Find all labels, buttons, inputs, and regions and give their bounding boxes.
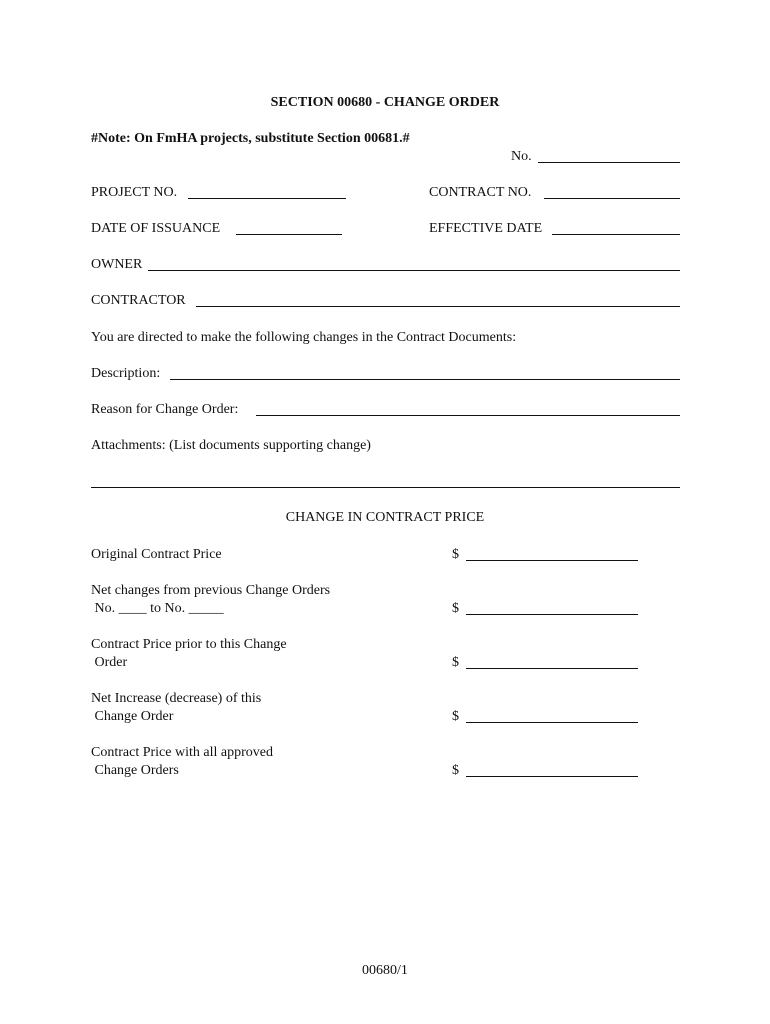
attachments-field-line[interactable]	[91, 487, 680, 488]
prior-price-field-line[interactable]	[466, 668, 638, 669]
net-changes-field-line[interactable]	[466, 614, 638, 615]
attachments-label: Attachments: (List documents supporting change)	[91, 438, 371, 453]
price-section-heading: CHANGE IN CONTRACT PRICE	[285, 510, 485, 525]
page-title: SECTION 00680 - CHANGE ORDER	[270, 95, 500, 110]
reason-label: Reason for Change Order:	[91, 402, 239, 417]
currency-symbol: $	[452, 763, 459, 778]
project-no-field-line[interactable]	[188, 198, 346, 199]
date-of-issuance-field-line[interactable]	[236, 234, 342, 235]
currency-symbol: $	[452, 547, 459, 562]
directive-text: You are directed to make the following changes in the Contract Documents:	[91, 330, 517, 345]
price-row-label-2: Change Orders	[91, 763, 179, 778]
price-row-label: Net Increase (decrease) of this	[91, 691, 262, 706]
project-no-label: PROJECT NO.	[91, 185, 178, 200]
approved-price-field-line[interactable]	[466, 776, 638, 777]
page-number: 00680/1	[362, 963, 408, 978]
no-label: No.	[511, 149, 532, 164]
owner-field-line[interactable]	[148, 270, 680, 271]
price-row-label: Contract Price prior to this Change	[91, 637, 287, 652]
date-of-issuance-label: DATE OF ISSUANCE	[91, 221, 221, 236]
price-row-label-2: Order	[91, 655, 128, 670]
price-row-label: Original Contract Price	[91, 547, 222, 562]
effective-date-label: EFFECTIVE DATE	[429, 221, 543, 236]
price-row-label: Net changes from previous Change Orders	[91, 583, 331, 598]
currency-symbol: $	[452, 655, 459, 670]
net-increase-field-line[interactable]	[466, 722, 638, 723]
currency-symbol: $	[452, 709, 459, 724]
contractor-field-line[interactable]	[196, 306, 680, 307]
no-field-line[interactable]	[538, 162, 680, 163]
description-label: Description:	[91, 366, 161, 381]
price-row-label-2: Change Order	[91, 709, 174, 724]
fmha-note: #Note: On FmHA projects, substitute Section 00681.#	[91, 131, 410, 146]
price-row-label-2: No. ____ to No. _____	[91, 601, 224, 616]
reason-field-line[interactable]	[256, 415, 680, 416]
contract-no-field-line[interactable]	[544, 198, 680, 199]
effective-date-field-line[interactable]	[552, 234, 680, 235]
original-price-field-line[interactable]	[466, 560, 638, 561]
description-field-line[interactable]	[170, 379, 680, 380]
price-row-label: Contract Price with all approved	[91, 745, 273, 760]
contract-no-label: CONTRACT NO.	[429, 185, 532, 200]
contractor-label: CONTRACTOR	[91, 293, 186, 308]
owner-label: OWNER	[91, 257, 143, 272]
currency-symbol: $	[452, 601, 459, 616]
